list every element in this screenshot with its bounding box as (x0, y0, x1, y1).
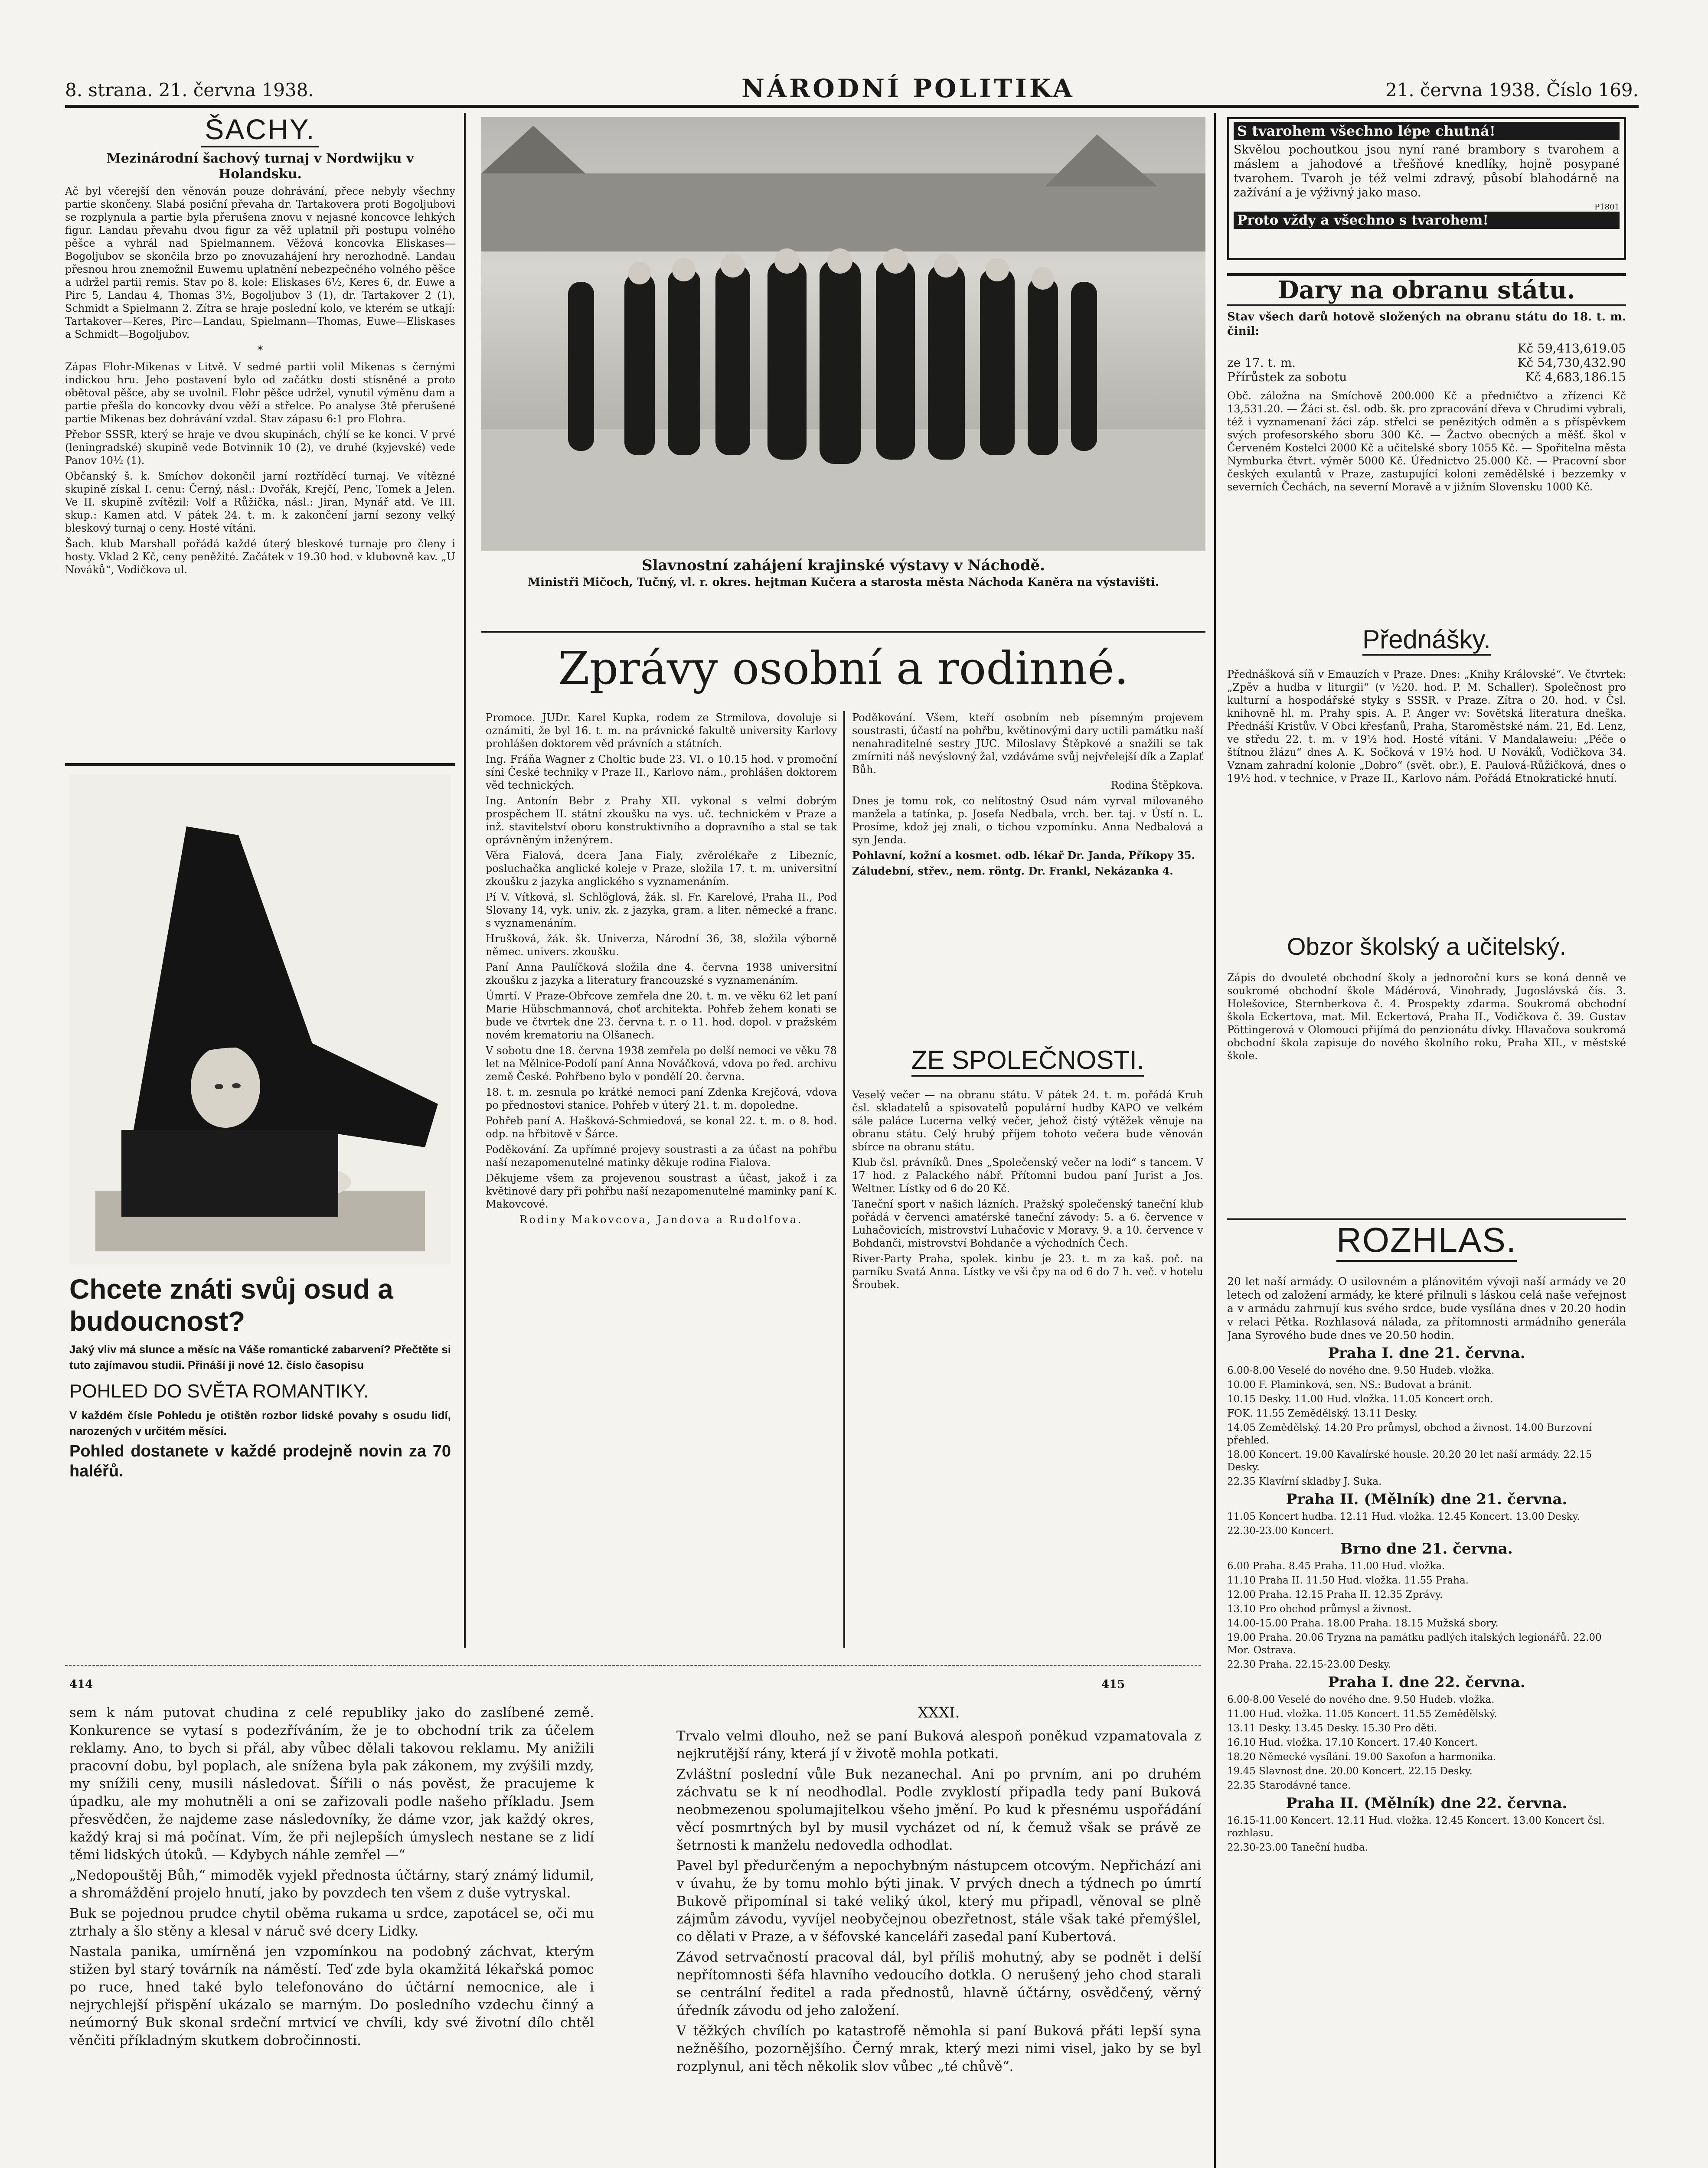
program-line: 11.00 Hud. vložka. 11.05 Koncert. 11.55 Zemědělský. (1227, 1708, 1497, 1720)
news-ad: Záludební, střev., nem. röntg. Dr. Frankl, Nekázanka 4. (852, 865, 1173, 877)
tvaroh-ad (1227, 117, 1626, 260)
program-block (1227, 1795, 1626, 1854)
news-ad: Pohlavní, kožní a kosmet. odb. lékař Dr. Janda, Příkopy 35. (852, 849, 1195, 862)
program-block (1227, 1674, 1626, 1792)
personal-news-title: Zprávy osobní a rodinné. (558, 642, 1129, 695)
program-line: 16.10 Hud. vložka. 17.10 Koncert. 17.40 Koncert. (1227, 1737, 1478, 1748)
program-heading: Praha II. (Mělník) dne 21. června. (1286, 1491, 1568, 1508)
tvaroh-code: P1801 (1594, 202, 1620, 212)
donation-value: Kč 59,413,619.05 (1517, 341, 1626, 356)
header-date-right: 21. června 1938. Číslo 169. (1385, 79, 1639, 101)
program-line: 6.00-8.00 Veselé do nového dne. 9.50 Hudeb. vložka. (1227, 1694, 1495, 1705)
program-line: 22.35 Starodávné tance. (1227, 1780, 1351, 1791)
radio-title: ROZHLAS. (1336, 1220, 1517, 1262)
program-line: 6.00-8.00 Veselé do nového dne. 9.50 Hudeb. vložka. (1227, 1365, 1495, 1376)
novel-left-column (69, 1704, 594, 2168)
program-heading: Praha II. (Mělník) dne 22. června. (1286, 1795, 1568, 1812)
ad-text: Jaký vliv má slunce a měsíc na Váše romantické zabarvení? Přečtěte si tuto zajímavou studii. Přináší ji nové 12. číslo časopisu (69, 1343, 451, 1371)
novel-paragraph: Nastala panika, umírněná jen vzpomínkou na podobný záchvat, kterým stižen byl starý továrník na náměstí. Teď zde byla okamžitá lékařská pomoc po ruce, hned také bylo telefonováno do účtární nemocnice, ale i nejrychlejší přispění ukázalo se marným. Do posledního vzdechu činný a neúmorný Buk skonal srdeční mrtvicí ve chvíli, kdy své životní dílo chtěl věnčiti příkladným skutkem dobročinnosti. (69, 1944, 594, 2048)
feuilleton-rule (65, 1665, 1201, 1666)
news-item: V sobotu dne 18. června 1938 zemřela po delší nemoci ve věku 78 let na Mělnice-Podolí paní Anna Nováčková, vdova po řed. archivu země České. Pohřbeno bylo v pondělí 20. června. (486, 1045, 837, 1083)
newspaper-header (65, 65, 1639, 108)
tvaroh-text: Skvělou pochoutkou jsou nyní rané brambory s tvarohem a máslem a jahodové a třešňové knedlíky, hojně posypané tvarohem. Tvaroh je též velmi zdravý, působí blahodárně na zažívání a je výživný jako maso. (1234, 143, 1620, 199)
program-heading: Brno dne 21. června. (1340, 1540, 1513, 1557)
program-line: 13.11 Desky. 13.45 Desky. 15.30 Pro děti. (1227, 1723, 1437, 1734)
program-line: 6.00 Praha. 8.45 Praha. 11.00 Hud. vložka. (1227, 1561, 1445, 1572)
program-line: 22.30-23.00 Taneční hudba. (1227, 1842, 1368, 1853)
novel-paragraph: Pavel byl předurčeným a nepochybným nástupcem otcovým. Nepřichází ani v úvahu, že by tomu mohlo býti jinak. V prvých dnech a týdnech po úmrtí Bukově připomínal si také veliký úkol, který mu připadl, věnoval se plně zájmům závodu, vyvíjel neobyčejnou obezřetnost, stále však také přemýšlel, co dělati v Praze, a v šéfovské kanceláři zasedal paní Kubertová. (676, 1858, 1201, 1945)
chess-title: Mezinárodní šachový turnaj v Nordwijku v Holandsku. (106, 151, 414, 182)
ad-headline: Chcete znáti svůj osud a budoucnost? (69, 1273, 393, 1337)
society-column (852, 1088, 1203, 1648)
radio-title-wrap (1227, 1218, 1626, 1262)
ad-text: V každém čísle Pohledu je otištěn rozbor lidské povahy s osudu lidí, narozených v určitém měsíci. (69, 1409, 451, 1437)
society-item: Klub čsl. právníků. Dnes „Společenský večer na lodi“ s tancem. V 17 hod. z Palackého nábř. Přítomni budou paní Jurist a Jos. Weltner. Lístky od 6 do 20 Kč. (852, 1156, 1203, 1195)
masthead: NÁRODNÍ POLITIKA (741, 74, 1075, 103)
program-line: 16.15-11.00 Koncert. 12.11 Hud. vložka. 12.45 Koncert. 13.00 Koncert čsl. rozhlasu. (1227, 1815, 1605, 1839)
society-item: Taneční sport v našich lázních. Pražský společenský taneční klub pořádá v červenci amatérské taneční závody: 5. a 6. července v Luhačovicích, mistrovství Luhačovic v Moravy. 9. a 10. července v Bohdanči, mistrovství Bohdanče a východních Čech. (852, 1198, 1203, 1249)
society-title-wrap (852, 1045, 1203, 1077)
novel-paragraph: Buk se pojednou prudce chytil oběma rukama u srdce, zapotácel se, oči mu ztrhaly a šlo stěny a klesal v náruč své dcery Lidky. (69, 1906, 594, 1939)
donation-row (1227, 370, 1626, 384)
novel-right-column (676, 1704, 1201, 2168)
news-item: Dnes je tomu rok, co nelítostný Osud nám vyrval milovaného manžela a tatínka, p. Josefa Nedbala, vrch. ber. taj. v Ústí n. L. Prosíme, kdož jej znali, o tichou vzpomínku. Anna Nedbalová a syn Jenda. (852, 795, 1203, 846)
news-item: Ing. Fráňa Wagner z Choltic bude 23. VI. o 10.15 hod. v promoční síni České techniky v Praze II., Karlovo nám., prohlášen doktorem věd technických. (486, 753, 837, 791)
donation-label: ze 17. t. m. (1227, 356, 1296, 370)
romantika-ad (65, 763, 455, 1646)
donation-label: Přírůstek za sobotu (1227, 370, 1347, 384)
novel-paragraph: sem k nám putovat chudina z celé republiky jako do zaslíbené země. Konkurence se vytasí s podezříváním, že je to obchodní trik za účelem reklamy. Ano, to bych si přál, aby vůbec dělali takovou reklamu. My anižili pracovní dobu, byl poplach, ale snížena byla pak zákonem, my zvýšili mzdy, my snížili ceny, musili následovat. Šířili o nás pověst, že pracujeme k úpadku, ale my mohutněli a oni se zařizovali podle našeho příkladu. Jsem přesvědčen, že najdeme zase následovníky, že dáme vzor, jak každý okres, každý kraj si má počínat. Vím, že při nejlepších úmyslech nestane se z lidí těmi lidských útoků. — Kdybych náhle zemřel —“ (69, 1705, 594, 1863)
lectures-title-wrap (1227, 624, 1626, 654)
ad-magazine-name: POHLED DO SVĚTA ROMANTIKY. (69, 1381, 369, 1402)
personal-news-right (852, 711, 1203, 1041)
witch-illustration (69, 774, 451, 1264)
lectures-column (1227, 668, 1626, 919)
radio-program (1227, 1275, 1626, 2168)
school-title: Obzor školský a učitelský. (1287, 933, 1567, 960)
program-line: 22.35 Klavírní skladby J. Suka. (1227, 1476, 1382, 1487)
separator-star: * (257, 344, 263, 357)
program-line: 19.45 Slavnost dne. 20.00 Koncert. 22.15 Desky. (1227, 1766, 1473, 1777)
program-heading: Praha I. dne 22. června. (1328, 1674, 1525, 1691)
program-line: 10.00 F. Plaminková, sen. NS.: Budovat a bránit. (1227, 1379, 1472, 1391)
witch-image (69, 774, 451, 1264)
novel-paragraph: Závod setrvačností pracoval dál, byl příliš mohutný, aby se podnět i delší nepřítomnosti šéfa hlavního vedoucího dotkla. O nerušený jeho chod starali se centrální ředitel a rada přednostů, hlavně účtárny, osvědčený, věrný úředník závodu od jeho založení. (676, 1949, 1201, 2018)
society-item: Veselý večer — na obranu státu. V pátek 24. t. m. pořádá Kruh čsl. skladatelů a spisovatelů populární hudby KAPO ve velkém sále paláce Lucerna velký večer, jehož čistý výtěžek věnuje na obranu státu. Celý hrubý příjem tohoto večera bude věnován sbírce na obranu státu. (852, 1089, 1203, 1153)
novel-paragraph: V těžkých chvílích po katastrofě němohla si paní Buková přáti lepší syna nežněšího, pozornějšího. Černý mrak, který mezi nimi visel, jako by se byl rozplynul, ani těch několik slov vůbec „té chůvě“. (676, 2023, 1201, 2074)
donations-intro: Stav všech darů hotově složených na obranu státu do 18. t. m. činil: (1227, 310, 1626, 338)
news-signature: Rodiny Makovcova, Jandova a Rudolfova. (519, 1214, 803, 1226)
radio-intro: 20 let naší armády. O usilovném a plánovitém vývoji naší armády ve 20 letech od založení armády, ke které přilnuli s láskou celá naše veřejnost a v armádu zahrnují kus svého srdce, bude vysílána dnes v 20.20 hodin v relaci Pětka. Rozhlasová nálada, za přítomnosti armádního generála Jana Syrového bude dnes ve 20.50 hodin. (1227, 1275, 1626, 1342)
news-item: Paní Anna Paulíčková složila dne 4. června 1938 universitní zkoušku z jazyka a literatury francouzské s vyznamenáním. (486, 961, 837, 986)
chess-paragraph: Přebor SSSR, který se hraje ve dvou skupinách, chýlí se ke konci. V prvé (leningradské) skupině vede Botvinnik 10 (2), ve druhé (kyjevské) vede Panov 10½ (1). (65, 428, 455, 467)
program-line: 13.10 Pro obchod průmysl a živnost. (1227, 1603, 1412, 1615)
page-number-left: 414 (69, 1678, 93, 1691)
school-column (1227, 971, 1626, 1214)
program-block (1227, 1491, 1626, 1538)
society-item: River-Party Praha, spolek. kinbu je 23. t. m za kaš. poč. na parníku Svatá Anna. Lístky ve vši čpy na od 6 do 7 h. več. v hotelu Šroubek. (852, 1253, 1203, 1291)
novel-paragraph: Trvalo velmi dlouho, než se paní Buková alespoň poněkud vzpamatovala z nejkrutější rány, která jí v životě mohla potkati. (676, 1728, 1201, 1762)
personal-news-left (486, 711, 837, 1648)
header-date-left: 8. strana. 21. června 1938. (65, 79, 314, 101)
column-rule (843, 711, 845, 1648)
chess-paragraph: Zápas Flohr-Mikenas v Litvě. V sedmé partii volil Mikenas s černými indickou hru. Jeho postavení bylo od začátku dosti stísněné a proto obětoval pěšce, aby se uvolnil. Flohr pěšce udržel, vynutil výměnu dam a partie přešla do koncovky dvou věží a střelce. Po analyse 3tě přerušené partie Mikenas bez dohrávání vzdal. Stav zápasu 6:1 pro Flohra. (65, 361, 455, 425)
program-line: 12.00 Praha. 12.15 Praha II. 12.35 Zprávy. (1227, 1589, 1443, 1600)
news-item: Děkujeme všem za projevenou soustrast a účast, jakož i za květinové dary při pohřbu naší nezapomenutelné maminky paní K. Makovcové. (486, 1172, 837, 1210)
school-title-wrap (1227, 932, 1626, 960)
news-item: Poděkování. Za upřímné projevy soustrasti a za účast na pohřbu naší nezapomenutelné matinky děkuje rodina Fialova. (486, 1143, 837, 1169)
novel-paragraph: „Nedopouštěj Bůh,“ mimoděk vyjekl přednosta účtárny, starý známý lidumil, a shromáždění projelo hnutí, jako by povzdech ten všem z duše vytryskal. (69, 1868, 594, 1901)
program-line: 14.05 Zemědělský. 14.20 Pro průmysl, obchod a živnost. 14.00 Burzovní přehled. (1227, 1422, 1592, 1446)
donation-value: Kč 4,683,186.15 (1525, 370, 1626, 384)
news-item: Hrušková, žák. šk. Univerza, Národní 36, 38, složila výborně němec. univers. zkoušku. (486, 933, 837, 958)
program-line: 22.30 Praha. 22.15-23.00 Desky. (1227, 1659, 1391, 1670)
chess-paragraph: Občanský š. k. Smíchov dokončil jarní roztříděcí turnaj. Ve vítězné skupině získal I. cenu: Černý, násl.: Dvořák, Krejčí, Penc, Tomek a Jelen. Ve II. skupině zvítězil: Volf a Růžička, násl.: Jiran, Mynář atd. Ve III. skup.: Kamen atd. V pátek 24. t. m. k zakončení jarní sezony velký bleskový turnaj o ceny. Hosté vítáni. (65, 470, 455, 534)
chess-paragraph: Ač byl včerejší den věnován pouze dohrávání, přece nebyly všechny partie skončeny. Slabá posiční převaha dr. Tartakovera proti Bogoljubovi se rozplynula a partie byla přerušena znovu v nejasné koncovce lehkých figur. Landau převahu dvou figur za věž uplatnil při postupu volného pěšce a vyhrál nad Spielmannem. Věžová koncovka Eliskases—Bogoljubov se skončila brzo po znovuzahájení hry nerozhodně. Landau přesnou hrou znemožnil Euwemu uplatnění nebezpečného volného pěšce a udržel partii remis. Stav po 8. kole: Eliskases 6½, Keres 6, dr. Euwe a Pirc 5, Landau 4, Thomas 3½, Bogoljubov 3 (1), dr. Tartakover 2 (1), Schmidt a Spielmann 2. Zítra se hraje poslední kolo, ve kterém se utkají: Tartakover—Keres, Pirc—Landau, Spielmann—Thomas, Euwe—Eliskases a Schmidt—Bogoljubov. (65, 185, 455, 340)
column-rule (464, 113, 466, 1648)
society-title: ZE SPOLEČNOSTI. (911, 1045, 1144, 1077)
novel-paragraph: Zvláštní poslední vůle Buk nezanechal. Ani po prvním, ani po druhém záchvatu se k ní neodhodlal. Podle zvyklostí připadla tedy paní Buková neobmezenou spolumajitelkou všeho jmění. Po kud k přesnému uspořádání věcí posmrtných byl by musil vycházet od ní, k čemuž však se právě ze šetrnosti k manželu nedovedla odhodlat. (676, 1766, 1201, 1853)
program-line: 18.00 Koncert. 19.00 Kavalírské housle. 20.20 20 let naší armády. 22.15 Desky. (1227, 1449, 1592, 1473)
page-number-right: 415 (1101, 1678, 1125, 1691)
donation-value: Kč 54,730,432.90 (1517, 356, 1626, 370)
chess-paragraph: Šach. klub Marshall pořádá každé úterý bleskové turnaje pro členy i hosty. Vklad 2 Kč, ceny peněžité. Začátek v 19.30 hod. v klubovně kav. „U Nováků“, Vodičkova ul. (65, 538, 455, 576)
donations-text: Obč. záložna na Smíchově 200.000 Kč a předničtvo a zřízenci Kč 13,531.20. — Žáci st. čsl. odb. šk. pro zpracování dřeva v Chrudimi vybrali, též i vyznamenaní žáci záp. střelci se penězitých odměn a s příspěvkem svých profesorského sboru 300 Kč. — Žactvo obecných a měšť. škol v Červeném Kostelci 2000 Kč a učitelské sbory 1055 Kč. — Spořitelna města Nymburka čtvrt. výměr 5000 Kč. Úřednictvo 25.000 Kč. — Pracovní sbor českých exulantů v Praze, zastupující koloni zemědělské i bezzemky v severních Čechách, na severní Moravě a v jižním Slovensku 1000 Kč. (1227, 390, 1626, 493)
program-line: 14.00-15.00 Praha. 18.00 Praha. 18.15 Mužská sbory. (1227, 1618, 1499, 1629)
news-item: Promoce. JUDr. Karel Kupka, rodem ze Strmilova, dovoluje si oznámiti, že byl 16. t. m. na právnické fakultě university Karlovy prohlášen doktorem věd právních a státních. (486, 712, 837, 750)
program-line: 18.20 Německé vysílání. 19.00 Saxofon a harmonika. (1227, 1751, 1496, 1763)
news-item: Pí V. Vítková, sl. Schlöglová, žák. sl. Fr. Karelové, Praha II., Pod Slovany 14, vyk. univ. zk. z jazyka, gram. a liter. německé a franc. s vyznamenáním. (486, 891, 837, 929)
personal-news-title-wrap (481, 642, 1205, 695)
donation-row (1227, 341, 1626, 356)
program-block (1227, 1345, 1626, 1488)
news-item: Věra Fialová, dcera Jana Fialy, zvěrolékaře z Libezníc, posluchačka anglické koleje v Praze, složila 17. t. m. universitní zkoušku z jazyka anglického s vyznamenáním. (486, 849, 837, 888)
program-line: 22.30-23.00 Koncert. (1227, 1525, 1334, 1537)
lectures-title: Přednášky. (1362, 625, 1491, 656)
program-line: FOK. 11.55 Zemědělský. 13.11 Desky. (1227, 1408, 1417, 1419)
ad-price: Pohled dostanete v každé prodejně novin za 70 haléřů. (69, 1442, 451, 1480)
program-line: 11.05 Koncert hudba. 12.11 Hud. vložka. 12.45 Koncert. 13.00 Desky. (1227, 1511, 1580, 1522)
news-item: Ing. Antonín Bebr z Prahy XII. vykonal s velmi dobrým prospěchem II. státní zkoušku na vys. uč. technickém v Praze a inž. stavitelství oboru konstruktivního a dopravního a stal se tak oprávněným inženýrem. (486, 795, 837, 846)
program-line: 11.10 Praha II. 11.50 Hud. vložka. 11.55 Praha. (1227, 1575, 1469, 1586)
tvaroh-footer: Proto vždy a všechno s tvarohem! (1234, 212, 1620, 229)
school-text: Zápis do dvouleté obchodní školy a jednoroční kurs se koná denně ve soukromé obchodní škole Mádérová, Vinohrady, Jugoslávská čís. 3. Holešovice, Sternberkova č. 4. Prospekty zdarma. Soukromá obchodní škola Eckertova, mat. Mil. Eckertová, Praha II., Vodičkova č. 39. Gustav Pöttingerová v Olomouci přijímá do penzionátu dívky. Hlavačova soukromá obchodní škola zapisuje do nového školního roku, Praha XII., v městské škole. (1227, 972, 1626, 1062)
program-line: 19.00 Praha. 20.06 Tryzna na památku padlých italských legionářů. 22.00 Mor. Ostrava. (1227, 1632, 1602, 1656)
program-heading: Praha I. dne 21. června. (1328, 1345, 1525, 1362)
photo-block (481, 117, 1205, 629)
chapter-number: XXXI. (918, 1704, 960, 1721)
news-item: Pohřeb paní A. Hašková-Schmiedová, se konal 22. t. m. o 8. hod. odp. na hřbitově v Šárce. (486, 1115, 837, 1140)
chess-heading: ŠACHY. (201, 113, 319, 147)
photo-caption-text: Ministři Mičoch, Tučný, vl. r. okres. hejtman Kučera a starosta města Náchoda Kaněra na výstavišti. (528, 576, 1159, 589)
photo-caption-title: Slavnostní zahájení krajinské výstavy v Náchodě. (642, 557, 1045, 574)
exhibition-photo (481, 117, 1205, 551)
news-item: 18. t. m. zesnula po krátké nemoci paní Zdenka Krejčová, vdova po přednostovi stanice. Pohřeb v úterý 21. t. m. dopoledne. (486, 1086, 837, 1111)
program-line: 10.15 Desky. 11.00 Hud. vložka. 11.05 Koncert orch. (1227, 1394, 1493, 1405)
program-block (1227, 1540, 1626, 1671)
news-item: Poděkování. Všem, kteří osobním neb písemným projevem soustrasti, účastí na pohřbu, květinovými dary uctili památku naší nenahraditelné sestry JUC. Miloslavy Štěpkové a snažili se tak zmírniti náš nevýslovný žal, vzdáváme svůj nejvřelejší dík a Zaplať Bůh. (852, 712, 1203, 776)
lectures-text: Přednášková síň v Emauzích v Praze. Dnes: „Knihy Královské“. Ve čtvrtek: „Zpěv a hudba v liturgii“ (v ½20. hod. P. M. Schaller). Společnost pro kulturní a hospodářské styky s SSSR. v Praze. Zítra o 20. hod. v Čsl. knihovně hl. m. Prahy spis. A. P. Anger vv: Sovětská literatura dneška. Přednáší Kristův. V Obci křesťanů, Praha, Staroměstské nám. 21, Ed. Lenz, ve středu 22. t. m. v 19½ hod. Hosté vítáni. V Mandalaweiu: „Péče o štítnou žlázu“ dnes A. K. Sočková v 19½ hod. U Nováků, Vodičkova 34. Vznam zahradní kolonie „Dobro“ (svět. obr.), E. Paulová-Růžičková, dnes o 19½ hod. v technice, v Praze II., Karlovo nám. Pořádá Etnokratické hnutí. (1227, 668, 1626, 784)
tvaroh-headline: S tvarohem všechno lépe chutná! (1234, 122, 1620, 140)
section-rule (481, 631, 1205, 633)
news-signature: Rodina Štěpkova. (1110, 779, 1203, 791)
donation-row (1227, 356, 1626, 370)
news-item: Úmrtí. V Praze-Obřcove zemřela dne 20. t. m. ve věku 62 let paní Marie Hübschmannová, choť architekta. Pohřeb žehem konati se bude ve čtvrtek dne 23. června t. r. o 11. hod. dopol. v pražském novém krematoriu na Olšanech. (486, 990, 837, 1041)
donations-title: Dary na obranu státu. (1227, 273, 1626, 306)
column-rule (1214, 113, 1216, 2168)
